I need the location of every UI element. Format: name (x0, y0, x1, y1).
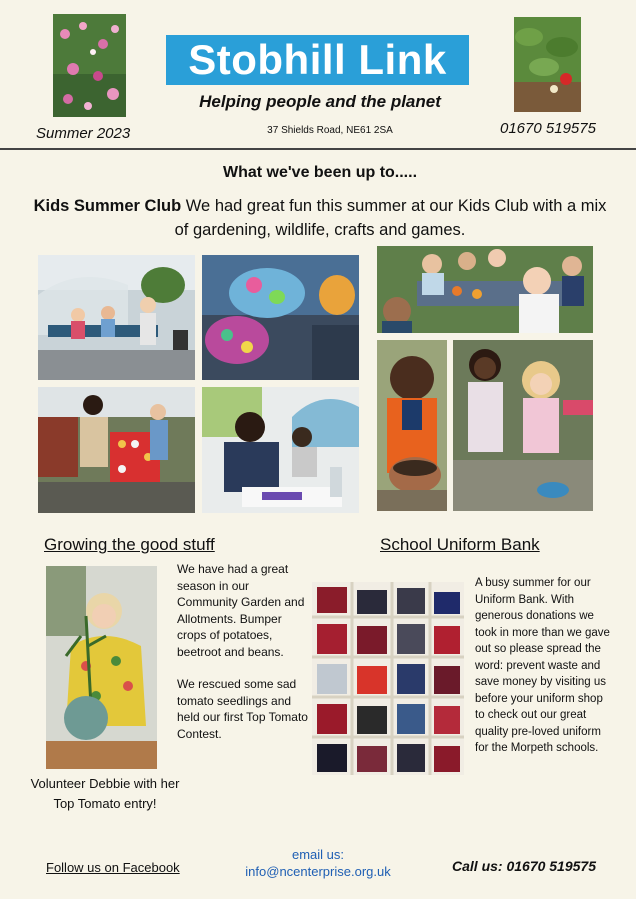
season-label: Summer 2023 (36, 125, 131, 142)
fish-craft-photo (202, 255, 359, 380)
strawberry-photo (514, 17, 581, 112)
kids-club-text: We had great fun this summer at our Kids Club with a mix of gardening, wildlife, crafts and games. (174, 197, 607, 239)
section-title: What we've been up to..... (222, 164, 418, 181)
email-label: email us: (291, 847, 345, 862)
address: 37 Shields Road, NE61 2SA (267, 125, 393, 136)
boy-pot-photo (377, 340, 447, 511)
debbie-tomato-photo (46, 566, 157, 769)
uniform-shelves-photo (312, 582, 464, 775)
uniform-heading: School Uniform Bank (380, 535, 540, 554)
growing-heading: Growing the good stuff (44, 535, 215, 554)
growing-para-1: We have had a great season in our Community Garden and Allotments. Bumper crops of potatoes, beetroot and beans. (177, 562, 305, 659)
photo-caption (20, 774, 190, 814)
growing-para-2: We rescued some sad tomato seedlings and held our first Top Tomato Contest. (177, 677, 308, 741)
header-phone: 01670 519575 (500, 120, 596, 137)
tagline: Helping people and the planet (199, 92, 441, 111)
caption-line-2: Top Tomato entry! (53, 796, 157, 811)
connect4-photo (38, 387, 195, 513)
kids-club-heading: Kids Summer Club (33, 197, 182, 215)
kids-table-photo (38, 255, 195, 380)
painting-photo (202, 387, 359, 513)
uniform-text: A busy summer for our Uniform Bank. With generous donations we took in more than we gave out so please spread the word: prevent waste and save money by visiting us before your uniform shop to check out our great quality pre-loved uniform for the Morpeth schools. (475, 577, 610, 754)
girls-garden-photo (453, 340, 593, 511)
email-link[interactable]: info@ncenterprise.org.uk (245, 864, 391, 879)
kids-club-paragraph (30, 194, 610, 242)
email-block (230, 846, 406, 880)
facebook-link[interactable]: Follow us on Facebook (46, 860, 180, 875)
header-divider (0, 148, 636, 150)
caption-line-1: Volunteer Debbie with her (30, 776, 180, 791)
kids-picnic-photo (377, 246, 593, 333)
footer-phone: Call us: 01670 519575 (452, 858, 596, 874)
flowers-photo (53, 14, 126, 117)
growing-text (177, 561, 312, 742)
brand-title: Stobhill Link (166, 35, 469, 85)
